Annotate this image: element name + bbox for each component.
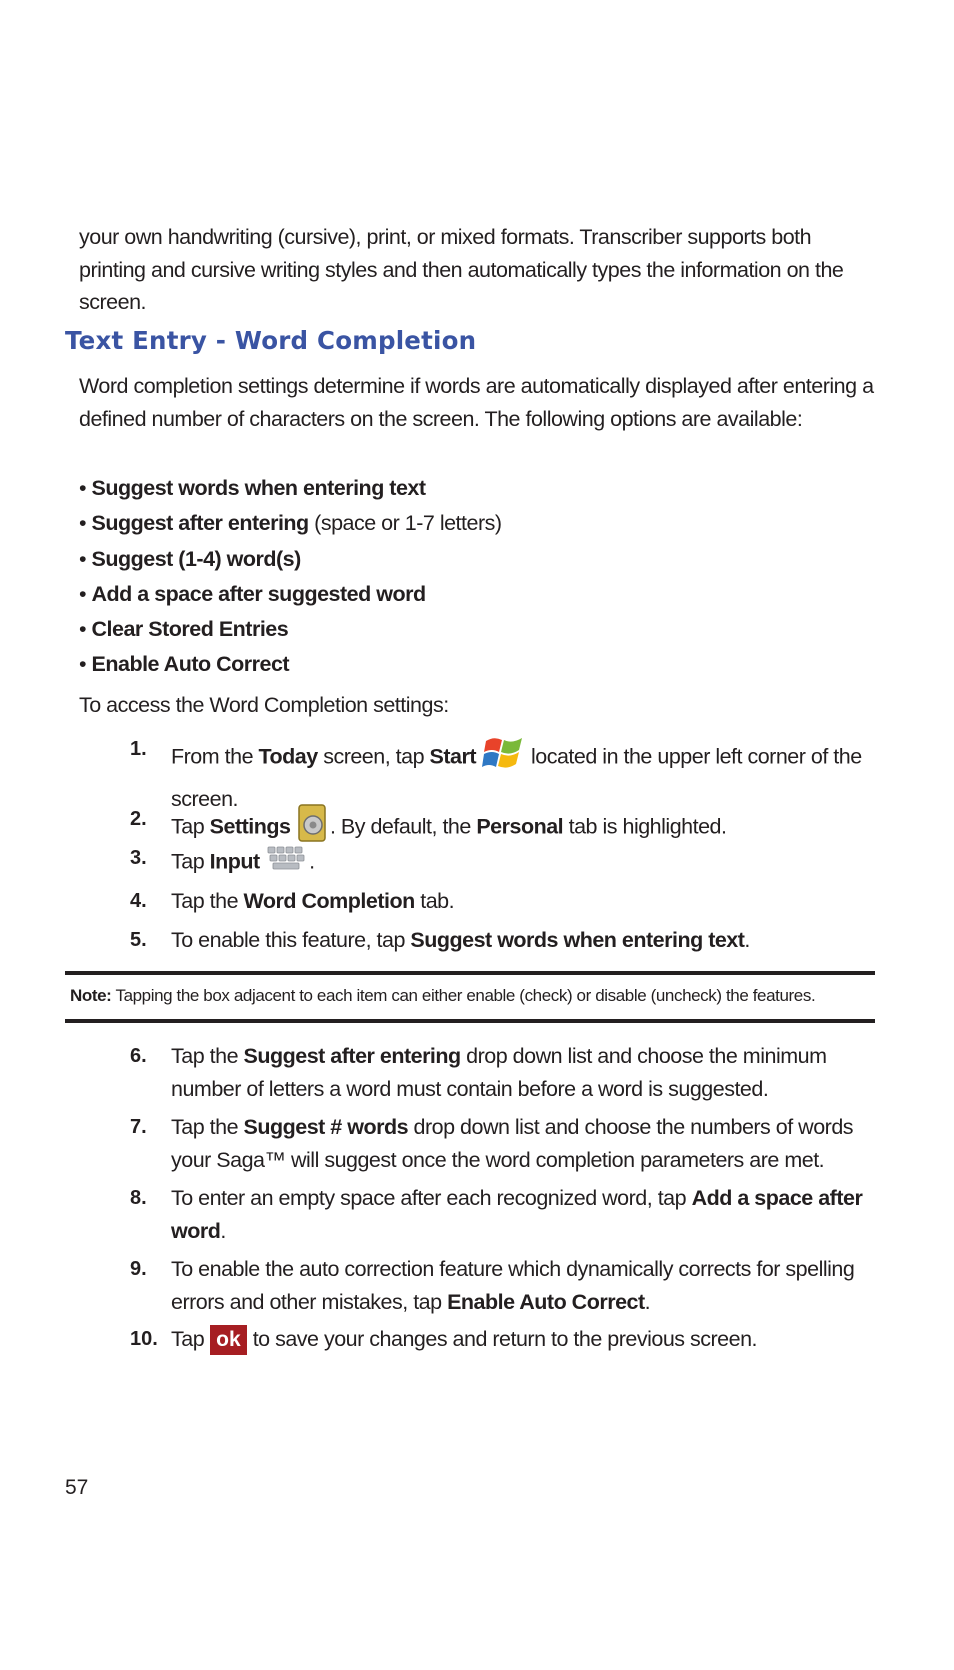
step-text: To enable the auto correction feature which dynamically corrects for spelling errors and other mistakes, tap Enable Auto Correct. xyxy=(171,1257,855,1314)
note-text: Note: Tapping the box adjacent to each item can either enable (check) or disable (uncheck) the features. xyxy=(70,986,816,1005)
note-box xyxy=(65,971,875,1023)
step-number: 6. xyxy=(130,1045,147,1067)
description-paragraph: Word completion settings determine if words are automatically displayed after entering a defined number of characters on the screen. The following options are available: xyxy=(79,374,874,431)
step-7 xyxy=(130,1111,870,1176)
page-number: 57 xyxy=(65,1476,89,1499)
windows-start-icon xyxy=(482,733,526,783)
ok-button: ok xyxy=(210,1325,247,1355)
step-5 xyxy=(130,924,870,957)
access-intro: To access the Word Completion settings: xyxy=(79,693,449,717)
list-item: • Enable Auto Correct xyxy=(79,652,290,677)
step-number: 5. xyxy=(130,929,147,951)
step-4 xyxy=(130,885,870,918)
step-3 xyxy=(130,842,870,884)
step-text: Tap ok to save your changes and return to the previous screen. xyxy=(171,1323,870,1356)
step-text: To enter an empty space after each recognized word, tap Add a space after word. xyxy=(171,1186,863,1243)
step-9 xyxy=(130,1253,870,1318)
step-text: Tap Settings . By default, the Personal tab is highlighted. xyxy=(171,803,870,853)
step-text: To enable this feature, tap Suggest words when entering text. xyxy=(171,928,750,952)
step-text: Tap the Word Completion tab. xyxy=(171,889,455,913)
list-item: • Suggest (1-4) word(s) xyxy=(79,546,301,571)
list-item: • Clear Stored Entries xyxy=(79,617,289,642)
step-text: Tap Input . xyxy=(171,842,870,884)
step-text: Tap the Suggest after entering drop down list and choose the minimum number of letters a word must contain before a word is suggested. xyxy=(171,1044,827,1101)
step-number: 3. xyxy=(130,847,147,869)
step-number: 4. xyxy=(130,890,147,912)
step-10 xyxy=(130,1323,870,1356)
step-number: 8. xyxy=(130,1187,147,1209)
step-8 xyxy=(130,1182,870,1247)
intro-paragraph: your own handwriting (cursive), print, or mixed formats. Transcriber supports both printing and cursive writing styles and then automatically types the information on the screen. xyxy=(79,225,844,314)
step-number: 1. xyxy=(130,738,147,760)
list-item: • Suggest after entering (space or 1-7 letters) xyxy=(79,511,502,536)
step-text: Tap the Suggest # words drop down list and choose the numbers of words your Saga™ will suggest once the word completion parameters are met. xyxy=(171,1115,854,1172)
options-list xyxy=(79,471,502,683)
input-icon xyxy=(265,842,309,884)
step-6 xyxy=(130,1040,870,1105)
step-text: From the Today screen, tap Start located in the upper left corner of the screen. xyxy=(171,733,870,815)
step-number: 2. xyxy=(130,808,147,830)
section-heading: Text Entry - Word Completion xyxy=(65,326,477,355)
list-item: • Suggest words when entering text xyxy=(79,476,426,500)
list-item: • Add a space after suggested word xyxy=(79,581,426,606)
step-number: 10. xyxy=(130,1328,158,1350)
step-number: 7. xyxy=(130,1116,147,1138)
step-number: 9. xyxy=(130,1258,147,1280)
